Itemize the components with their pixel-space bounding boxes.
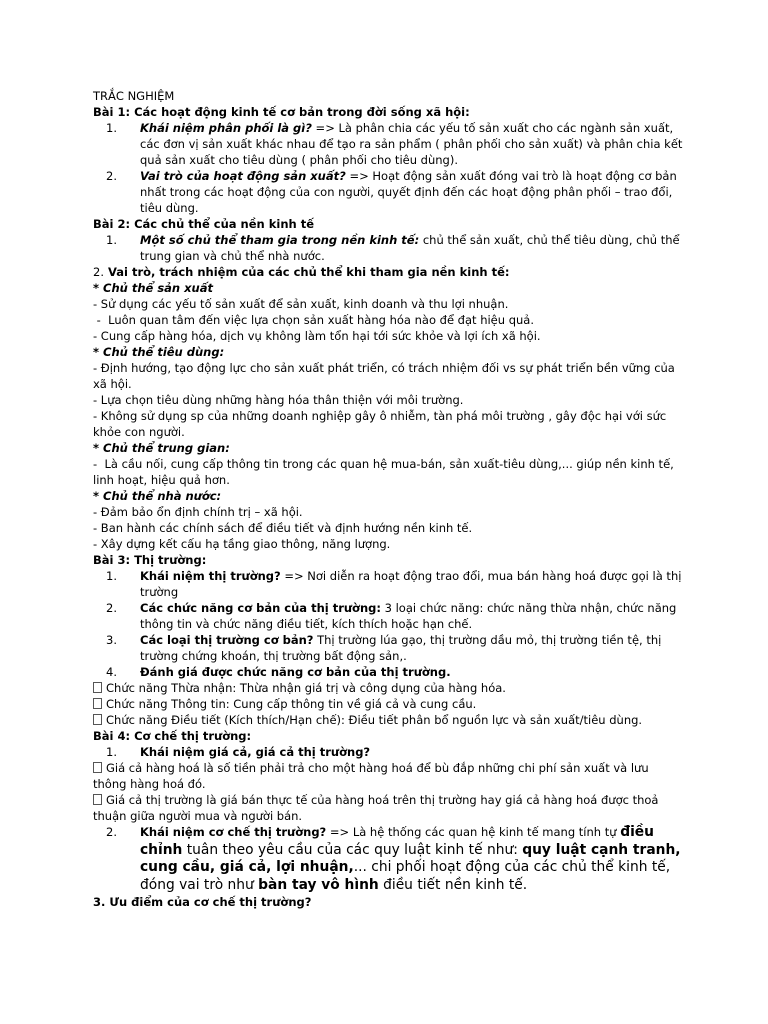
list-number: 2.: [106, 169, 117, 183]
list-text: [117, 168, 683, 216]
lesson-2-heading: Bài 2: Các chủ thể của nền kinh tế: [93, 217, 314, 231]
question: Đánh giá được chức năng cơ bản của thị trường.: [140, 665, 451, 679]
answer: => Là phân chia các yếu tố sản xuất cho các ngành sản xuất, các đơn vị sản xuất khác nhau để tạo ra sản phẩm ( phân phối cho sản xuất) và phân chia kết quả sản xuất cho tiêu dùng ( phân phối cho tiêu dùng).: [140, 121, 683, 167]
bullet-line: - Sử dụng các yếu tố sản xuất để sản xuất, kinh doanh và thu lợi nhuận.: [93, 297, 509, 311]
question: Vai trò của hoạt động sản xuất?: [140, 169, 346, 183]
lesson-3-heading: Bài 3: Thị trường:: [93, 553, 207, 567]
answer: => Nơi diễn ra hoạt động trao đổi, mua bán hàng hoá được gọi là thị trường: [140, 569, 682, 599]
emphasis: bàn tay vô hình: [258, 876, 379, 893]
list-text: [117, 744, 683, 760]
section-title: Vai trò, trách nhiệm của các chủ thể khi tham gia nền kinh tế:: [103, 265, 510, 279]
symbol-line-text: Giá cả hàng hoá là số tiền phải trả cho một hàng hoá để bù đắp những chi phí sản xuất và lưu thông hàng hoá đó.: [93, 761, 649, 791]
symbol-line-text: Chức năng Điều tiết (Kích thích/Hạn chế): Điều tiết phân bổ nguồn lực và sản xuất/tiêu dùng.: [106, 713, 643, 727]
answer: tuân theo yêu cầu của các quy luật kinh tế như:: [182, 841, 523, 858]
list-number: 4.: [106, 665, 117, 679]
question: Các chức năng cơ bản của thị trường:: [140, 601, 381, 615]
missing-glyph-icon: [93, 714, 102, 725]
symbol-line: [93, 712, 683, 728]
subheading-state: * Chủ thể nhà nước:: [93, 489, 222, 503]
answer: => Là hệ thống các quan hệ kinh tế mang tính tự: [326, 825, 621, 839]
answer: => Hoạt động sản xuất đóng vai trò là hoạt động cơ bản nhất trong các hoạt động của con người, quyết định đến các hoạt động phân phối – trao đổi, tiêu dùng.: [140, 169, 677, 215]
lesson-1-heading: Bài 1: Các hoạt động kinh tế cơ bản trong đời sống xã hội:: [93, 105, 470, 119]
list-text: [117, 632, 683, 664]
list-item: [93, 168, 683, 216]
bullet-line: - Định hướng, tạo động lực cho sản xuất phát triển, có trách nhiệm đối vs sự phát triển bền vững của xã hội.: [93, 361, 675, 391]
missing-glyph-icon: [93, 794, 102, 805]
section-number: 2.: [93, 265, 104, 279]
list-item: [93, 744, 683, 760]
symbol-line: [93, 760, 683, 792]
missing-glyph-icon: [93, 762, 102, 773]
answer: Thị trường lúa gạo, thị trường dầu mỏ, thị trường tiền tệ, thị trường chứng khoán, thị trường bất động sản,.: [140, 633, 662, 663]
symbol-line-text: Giá cả thị trường là giá bán thực tế của hàng hoá trên thị trường hay giá cả hàng hoá được thoả thuận giữa người mua và người bán.: [93, 793, 659, 823]
question: Khái niệm thị trường?: [140, 569, 281, 583]
list-item: [93, 568, 683, 600]
list-number: 2.: [106, 825, 117, 839]
list-text: [117, 600, 683, 632]
bullet-line: - Luôn quan tâm đến việc lựa chọn sản xuất hàng hóa nào để đạt hiệu quả.: [93, 313, 534, 327]
list-text: [117, 232, 683, 264]
doc-title: TRẮC NGHIỆM: [93, 89, 175, 103]
question: Khái niệm giá cả, giá cả thị trường?: [140, 745, 371, 759]
subheading-producer: * Chủ thể sản xuất: [93, 281, 213, 295]
symbol-line: [93, 696, 683, 712]
answer: ... chi phối hoạt động của các chủ thể kinh tế, đóng vai trò như: [140, 859, 671, 893]
list-item: [93, 664, 683, 680]
bullet-line: - Xây dựng kết cấu hạ tầng giao thông, năng lượng.: [93, 537, 391, 551]
symbol-line-text: Chức năng Thừa nhận: Thừa nhận giá trị và công dụng của hàng hóa.: [106, 681, 506, 695]
symbol-line-text: Chức năng Thông tin: Cung cấp thông tin về giá cả và cung cầu.: [106, 697, 477, 711]
subheading-intermediary: * Chủ thể trung gian:: [93, 441, 230, 455]
list-number: 1.: [106, 121, 117, 135]
missing-glyph-icon: [93, 682, 102, 693]
list-item: [93, 600, 683, 632]
question: Khái niệm cơ chế thị trường?: [140, 825, 327, 839]
question: Một số chủ thể tham gia trong nền kinh tế:: [140, 233, 420, 247]
list-number: 1.: [106, 233, 117, 247]
list-number: 3.: [106, 633, 117, 647]
document-page: [93, 88, 683, 910]
list-text: [117, 664, 683, 680]
list-item: [93, 632, 683, 664]
question: Khái niệm phân phối là gì?: [140, 121, 312, 135]
question: Các loại thị trường cơ bản?: [140, 633, 314, 647]
section-heading: 3. Ưu điểm của cơ chế thị trường?: [93, 895, 312, 909]
list-item: [93, 232, 683, 264]
bullet-line: - Là cầu nối, cung cấp thông tin trong các quan hệ mua-bán, sản xuất-tiêu dùng,... giúp nền kinh tế, linh hoạt, hiệu quả hơn.: [93, 457, 678, 487]
answer: chủ thể sản xuất, chủ thể tiêu dùng, chủ thể trung gian và chủ thể nhà nước.: [140, 233, 680, 263]
list-text: [117, 824, 683, 894]
list-text: [117, 120, 683, 168]
bullet-line: - Ban hành các chính sách để điều tiết và định hướng nền kinh tế.: [93, 521, 473, 535]
symbol-line: [93, 680, 683, 696]
emphasis: quy luật cạnh tranh, cung cầu, giá cả, lợi nhuận,: [140, 841, 681, 875]
missing-glyph-icon: [93, 698, 102, 709]
section-heading: [93, 264, 683, 280]
bullet-line: - Lựa chọn tiêu dùng những hàng hóa thân thiện với môi trường.: [93, 393, 464, 407]
lesson-4-heading: Bài 4: Cơ chế thị trường:: [93, 729, 252, 743]
list-number: 1.: [106, 745, 117, 759]
list-text: [117, 568, 683, 600]
symbol-line: [93, 792, 683, 824]
subheading-consumer: * Chủ thể tiêu dùng:: [93, 345, 225, 359]
list-number: 1.: [106, 569, 117, 583]
answer: 3 loại chức năng: chức năng thừa nhận, chức năng thông tin và chức năng điều tiết, kích thích hoặc hạn chế.: [140, 601, 677, 631]
list-number: 2.: [106, 601, 117, 615]
list-item: [93, 120, 683, 168]
bullet-line: - Đảm bảo ổn định chính trị – xã hội.: [93, 505, 303, 519]
bullet-line: - Cung cấp hàng hóa, dịch vụ không làm tổn hại tới sức khỏe và lợi ích xã hội.: [93, 329, 541, 343]
emphasis: điều chỉnh: [140, 824, 654, 858]
bullet-line: - Không sử dụng sp của những doanh nghiệp gây ô nhiễm, tàn phá môi trường , gây độc hại với sức khỏe con người.: [93, 409, 667, 439]
answer: điều tiết nền kinh tế.: [378, 876, 528, 893]
list-item: [93, 824, 683, 894]
